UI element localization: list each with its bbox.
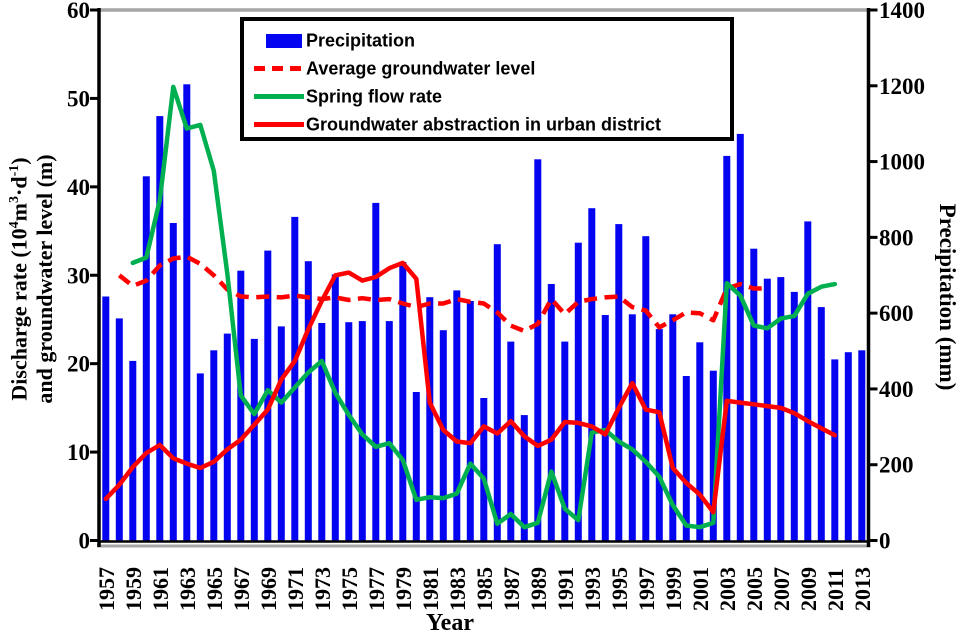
left-tick-label: 20 — [67, 351, 90, 377]
precipitation-bar — [345, 322, 352, 540]
year-tick-label: 2005 — [741, 567, 767, 611]
precipitation-bar — [534, 159, 541, 540]
year-tick-label: 2013 — [849, 567, 875, 611]
year-tick-label: 1957 — [93, 567, 119, 611]
left-tick-label: 60 — [67, 0, 90, 23]
precipitation-bar — [413, 392, 420, 541]
precipitation-bar — [197, 373, 204, 540]
year-tick-label: 1963 — [174, 567, 200, 611]
precipitation-bar — [818, 307, 825, 540]
precipitation-bar-swatch — [266, 34, 302, 48]
right-axis-ticks — [869, 0, 926, 554]
year-tick-label: 1975 — [336, 567, 362, 611]
precipitation-bar — [305, 261, 312, 540]
precipitation-bar — [278, 326, 285, 540]
left-axis-ticks — [67, 0, 99, 554]
precipitation-bar — [224, 334, 231, 541]
year-tick-label: 1983 — [444, 567, 470, 611]
year-tick-label: 1991 — [552, 567, 578, 611]
precipitation-bar — [845, 352, 852, 540]
precipitation-bar — [656, 329, 663, 540]
left-tick-label: 30 — [67, 263, 90, 289]
year-tick-label: 1967 — [228, 567, 254, 611]
precipitation-bar — [116, 318, 123, 540]
year-tick-label: 1973 — [309, 567, 335, 611]
precipitation-bar — [143, 176, 150, 540]
precipitation-bar — [467, 301, 474, 541]
precipitation-bar — [831, 359, 838, 540]
right-tick-label: 200 — [879, 452, 914, 478]
precipitation-bar — [453, 290, 460, 540]
red-line-swatch — [254, 122, 304, 127]
year-tick-label: 1999 — [660, 567, 686, 611]
precipitation-bar — [170, 223, 177, 541]
legend-item-spring-flow — [244, 82, 730, 111]
precipitation-bar — [737, 134, 744, 541]
precipitation-bar — [750, 249, 757, 541]
year-tick-label: 1995 — [606, 567, 632, 611]
right-tick-label: 400 — [879, 376, 914, 402]
precipitation-bar — [102, 297, 109, 541]
year-tick-label: 1993 — [579, 567, 605, 611]
year-tick-label: 1981 — [417, 567, 443, 611]
legend-item-avg-groundwater-level — [244, 54, 730, 83]
legend-label: Average groundwater level — [306, 58, 536, 78]
left-axis-title-line1: Discharge rate $(10^4m^3\cdot d^{-1})$ — [6, 157, 32, 401]
year-tick-label: 2001 — [687, 567, 713, 611]
precipitation-bar — [615, 224, 622, 540]
year-tick-label: 2009 — [795, 567, 821, 611]
year-tick-label: 1979 — [390, 567, 416, 611]
precipitation-bar — [426, 297, 433, 540]
precipitation-bar — [332, 275, 339, 541]
left-axis-title — [2, 11, 58, 547]
right-tick-label: 800 — [879, 225, 914, 251]
precipitation-bar — [251, 339, 258, 541]
left-tick-label: 40 — [67, 174, 90, 200]
precipitation-bar — [804, 221, 811, 540]
year-tick-label: 2011 — [822, 568, 848, 611]
precipitation-bar — [494, 244, 501, 540]
right-axis-title: Precipitation (mm) — [935, 203, 960, 391]
right-tick-label: 1000 — [879, 149, 925, 175]
precipitation-bar — [440, 330, 447, 540]
precipitation-bar — [588, 208, 595, 540]
precipitation-bar — [129, 361, 136, 541]
year-tick-label: 1971 — [282, 567, 308, 611]
x-axis-title: Year — [426, 610, 474, 636]
precipitation-bar — [642, 236, 649, 540]
left-tick-label: 50 — [67, 86, 90, 112]
precipitation-bars — [102, 84, 865, 540]
year-tick-label: 1989 — [525, 567, 551, 611]
year-tick-label: 2003 — [714, 567, 740, 611]
year-tick-label: 1965 — [201, 567, 227, 611]
year-tick-label: 1985 — [471, 567, 497, 611]
dashed-red-line-swatch — [254, 66, 304, 71]
precipitation-bar — [183, 84, 190, 540]
precipitation-bar — [237, 271, 244, 541]
precipitation-bar — [372, 203, 379, 541]
right-tick-label: 600 — [879, 301, 914, 327]
year-tick-label: 2007 — [768, 567, 794, 611]
left-tick-label: 0 — [78, 528, 90, 554]
precipitation-bar — [386, 321, 393, 540]
precipitation-bar — [629, 314, 636, 540]
green-line-swatch — [254, 94, 304, 99]
year-tick-label: 1959 — [120, 567, 146, 611]
precipitation-bar — [507, 342, 514, 541]
legend-label: Precipitation — [306, 30, 416, 50]
precipitation-bar — [480, 398, 487, 541]
legend-box — [240, 17, 734, 141]
precipitation-bar — [318, 323, 325, 541]
year-tick-label: 1987 — [498, 567, 524, 611]
legend-label: Spring flow rate — [306, 86, 443, 106]
precipitation-bar — [291, 217, 298, 541]
precipitation-bar — [683, 376, 690, 541]
year-tick-label: 1961 — [147, 567, 173, 611]
legend-item-precipitation — [244, 26, 730, 55]
year-tick-label: 1969 — [255, 567, 281, 611]
precipitation-bar — [548, 284, 555, 541]
year-tick-label: 1977 — [363, 567, 389, 611]
right-tick-label: 1200 — [879, 73, 925, 99]
right-tick-label: 0 — [879, 528, 891, 554]
precipitation-bar — [210, 350, 217, 540]
legend-label: Groundwater abstraction in urban district — [306, 114, 662, 134]
right-tick-label: 1400 — [879, 0, 925, 23]
year-tick-label: 1997 — [633, 567, 659, 611]
legend-item-abstraction — [244, 110, 730, 139]
x-axis-year-labels — [94, 567, 875, 611]
precipitation-bar — [858, 350, 865, 540]
left-tick-label: 10 — [67, 440, 90, 466]
left-axis-title-line2: and groundwater level (m) — [32, 154, 58, 404]
precipitation-bar — [696, 342, 703, 540]
precipitation-bar — [764, 279, 771, 541]
